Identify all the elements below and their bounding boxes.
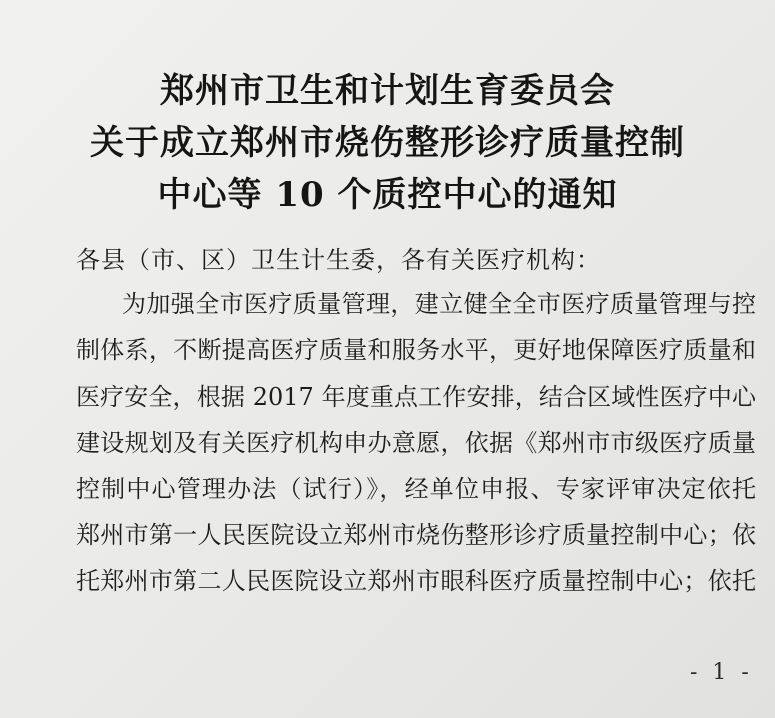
body-line: 建设规划及有关医疗机构申办意愿，依据《郑州市市级医疗质量 — [76, 429, 756, 457]
document-title-line-1: 郑州市卫生和计划生育委员会 — [160, 71, 615, 111]
body-line: 为加强全市医疗质量管理，建立健全全市医疗质量管理与控 — [122, 290, 756, 318]
body-line: 郑州市第一人民医院设立郑州市烧伤整形诊疗质量控制中心；依 — [76, 521, 756, 549]
salutation: 各县（市、区）卫生计生委，各有关医疗机构： — [76, 246, 601, 274]
body-line: 托郑州市第二人民医院设立郑州市眼科医疗质量控制中心；依托 — [76, 567, 756, 595]
body-line: 控制中心管理办法（试行）》，经单位申报、专家评审决定依托 — [76, 475, 756, 503]
body-line: 医疗安全，根据 2017 年度重点工作安排，结合区域性医疗中心 — [76, 383, 756, 411]
document-title-line-3: 中心等 10 个质控中心的通知 — [157, 175, 618, 215]
page-number: - 1 - — [690, 660, 753, 685]
body-line: 制体系，不断提高医疗质量和服务水平，更好地保障医疗质量和 — [76, 336, 756, 364]
document-title-line-2: 关于成立郑州市烧伤整形诊疗质量控制 — [90, 123, 685, 163]
